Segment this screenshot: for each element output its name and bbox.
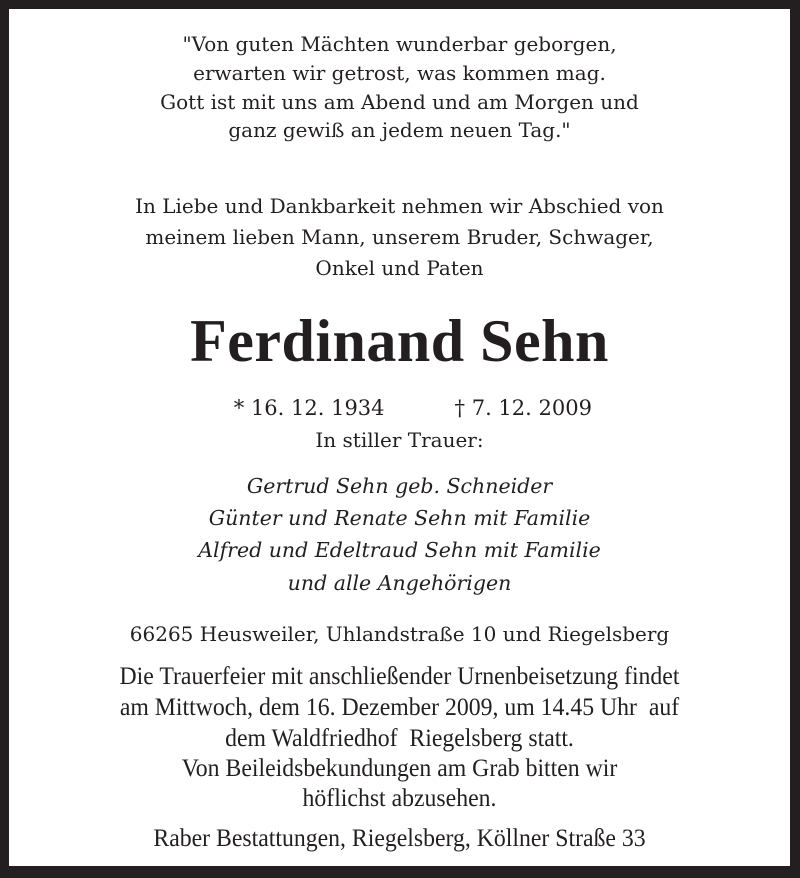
intro-line: Onkel und Paten (315, 256, 484, 280)
ceremony-line: Von Beileidsbekundungen am Grab bitten wir (181, 755, 618, 782)
intro-line: meinem lieben Mann, unserem Bruder, Schwager, (145, 225, 654, 249)
quote-line: "Von guten Mächten wunderbar geborgen, (182, 32, 617, 56)
intro-line: In Liebe und Dankbarkeit nehmen wir Abschied von (135, 194, 664, 218)
mourning-heading: In stiller Trauer: (315, 428, 484, 452)
mourner: und alle Angehörigen (287, 571, 512, 595)
ceremony-line: dem Waldfriedhof Riegelsberg statt. (225, 725, 574, 752)
deceased-name: Ferdinand Sehn (190, 308, 609, 374)
mourner: Alfred und Edeltraud Sehn mit Familie (198, 538, 601, 562)
ceremony-line: am Mittwoch, dem 16. Dezember 2009, um 14.45 Uhr auf (119, 694, 680, 721)
ceremony-line: Die Trauerfeier mit anschließender Urnenbeisetzung findet (119, 663, 680, 690)
obituary-notice (9, 9, 790, 866)
quote-line: erwarten wir getrost, was kommen mag. (193, 61, 606, 85)
birth-date: * 16. 12. 1934 (233, 396, 385, 420)
mourner: Gertrud Sehn geb. Schneider (246, 474, 553, 498)
quote-line: Gott ist mit uns am Abend und am Morgen und (160, 90, 639, 114)
address: 66265 Heusweiler, Uhlandstraße 10 und Riegelsberg (129, 622, 670, 646)
mourner: Günter und Renate Sehn mit Familie (208, 506, 591, 530)
funeral-home: Raber Bestattungen, Riegelsberg, Köllner Straße 33 (153, 825, 646, 852)
ceremony-line: höflichst abzusehen. (302, 785, 497, 812)
death-date: † 7. 12. 2009 (454, 396, 592, 420)
quote-line: ganz gewiß an jedem neuen Tag." (228, 118, 571, 142)
